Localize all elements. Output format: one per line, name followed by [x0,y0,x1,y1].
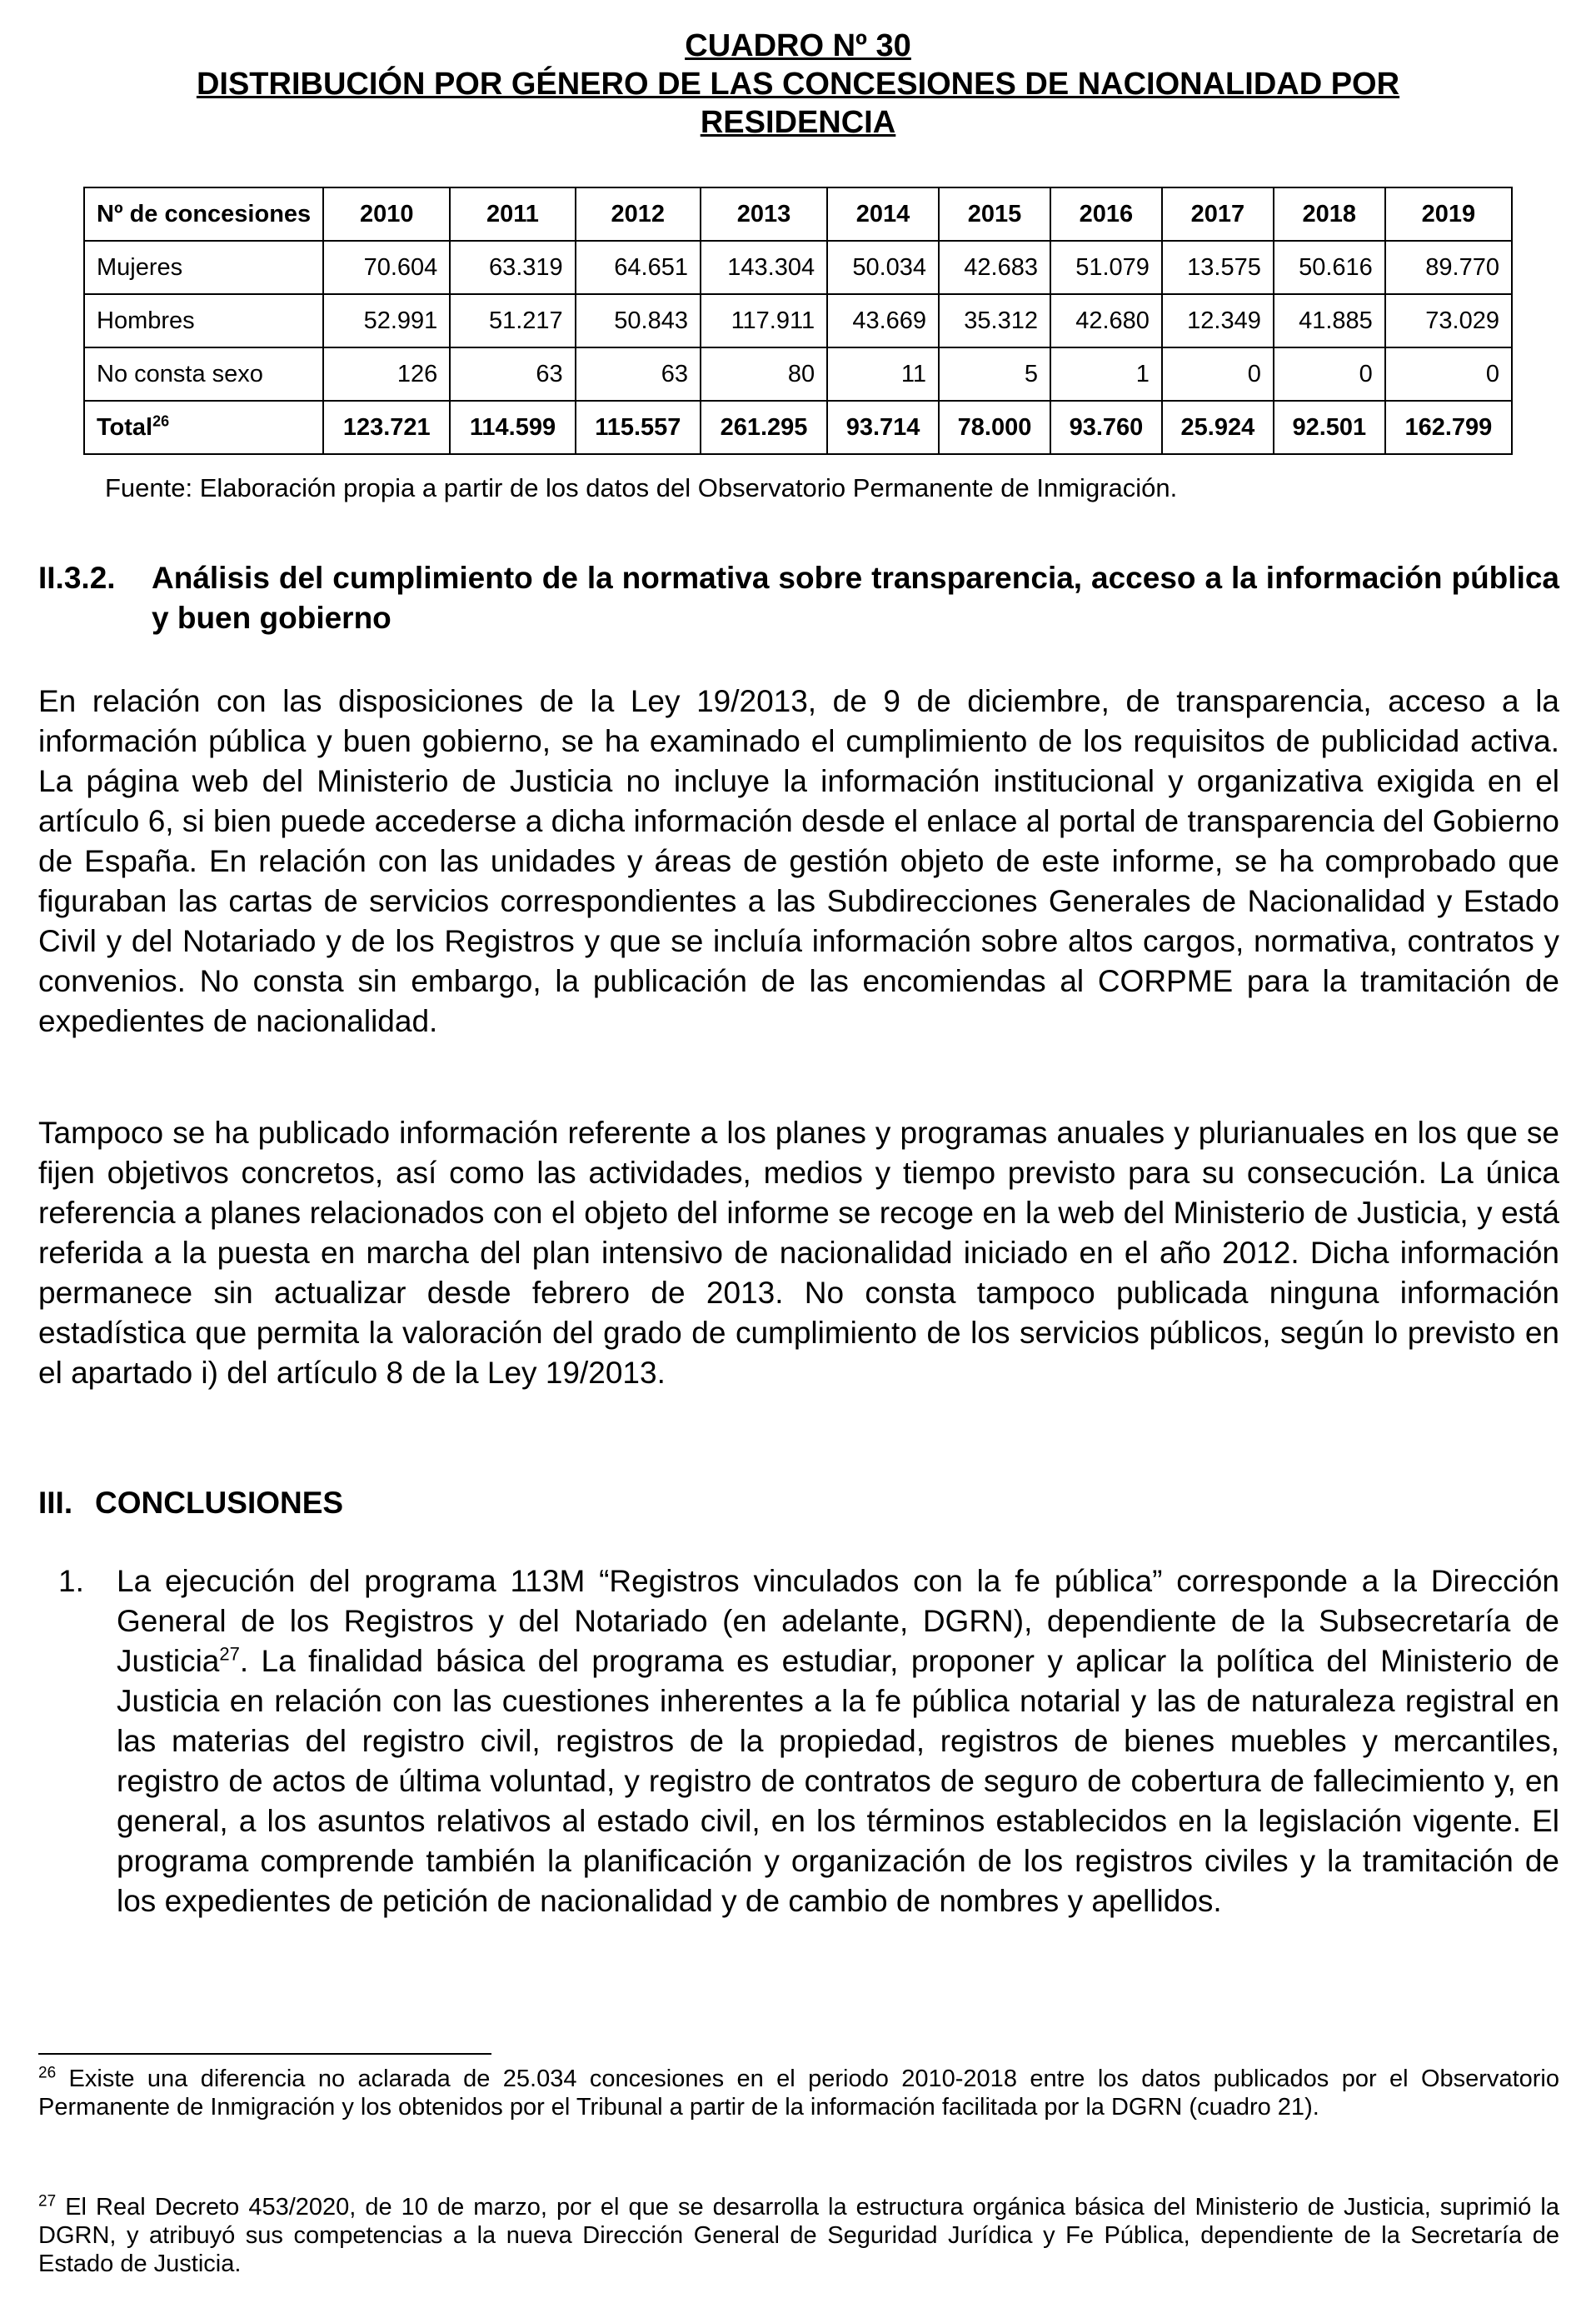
title-line-2: DISTRIBUCIÓN POR GÉNERO DE LAS CONCESIONES DE NACIONALIDAD POR [196,67,1400,102]
section-heading [38,558,1559,638]
table-cell: 123.721 [323,401,450,454]
table-cell: 114.599 [450,401,575,454]
column-header-year: 2017 [1162,187,1274,241]
table-cell: 89.770 [1385,241,1512,294]
column-header-label: Nº de concesiones [84,187,323,241]
row-label: No consta sexo [84,347,323,401]
table-cell: 50.616 [1274,241,1385,294]
table-cell: 43.669 [827,294,939,347]
table-cell: 51.079 [1050,241,1162,294]
footnote-mark: 27 [38,2192,57,2211]
table-title [83,27,1513,142]
table-row-mujeres [84,241,1512,294]
table-cell: 63 [576,347,701,401]
section-title: Análisis del cumplimiento de la normativa sobre transparencia, acceso a la información pública y buen gobierno [152,561,1559,635]
table-cell: 13.575 [1162,241,1274,294]
list-item [58,1561,1559,1921]
table-cell: 0 [1162,347,1274,401]
table-cell: 12.349 [1162,294,1274,347]
list-text-part: . La finalidad básica del programa es estudiar, proponer y aplicar la política del Ministerio de Justicia en relación con las cuestiones inherentes a la fe pública notarial y las de naturaleza registral en las materias del registro civil, registros de la propiedad, registros de bienes muebles y mercantiles, registro de actos de última voluntad, y registro de contratos de seguro de cobertura de fallecimiento y, en general, a los asuntos relativos al estado civil, en los términos establecidos en la legislación vigente. El programa comprende también la planificación y organización de los registros civiles y la tramitación de los expedientes de petición de nacionalidad y de cambio de nombres y apellidos. [117,1644,1559,1918]
table-header-row [84,187,1512,241]
table-cell: 50.843 [576,294,701,347]
table-cell: 5 [939,347,1050,401]
table-row-hombres [84,294,1512,347]
column-header-year: 2016 [1050,187,1162,241]
table-cell: 35.312 [939,294,1050,347]
footnote-27 [38,2193,1559,2278]
table-cell: 1 [1050,347,1162,401]
table-cell: 51.217 [450,294,575,347]
row-label-total [84,401,323,454]
table-cell: 70.604 [323,241,450,294]
table-cell: 143.304 [701,241,827,294]
concessions-table [83,187,1513,455]
list-text-part: La ejecución del programa 113M “Registros vinculados con la fe pública” corresponde a la Dirección General de los Registros y del Notariado (en adelante, DGRN), dependiente de la Subsecretaría de Justicia [117,1564,1559,1678]
table-cell: 93.760 [1050,401,1162,454]
title-line-1: CUADRO Nº 30 [685,28,911,63]
table-cell: 115.557 [576,401,701,454]
table-cell: 117.911 [701,294,827,347]
total-label: Total [97,413,153,441]
conclusions-title: CONCLUSIONES [95,1486,344,1520]
list-marker: 1. [58,1564,84,1598]
footnote-ref-26[interactable]: 26 [152,412,170,429]
column-header-year: 2015 [939,187,1050,241]
footnote-text: Existe una diferencia no aclarada de 25.034 concesiones en el periodo 2010-2018 entre los datos publicados por el Observatorio Permanente de Inmigración y los obtenidos por el Tribunal a partir de la información facilitada por la DGRN (cuadro 21). [38,2066,1559,2121]
column-header-year: 2018 [1274,187,1385,241]
table-row-total [84,401,1512,454]
footnote-mark: 26 [38,2064,57,2082]
table-cell: 63.319 [450,241,575,294]
footnote-26 [38,2065,1559,2121]
table-cell: 50.034 [827,241,939,294]
table-source: Fuente: Elaboración propia a partir de los datos del Observatorio Permanente de Inmigración. [105,473,1178,502]
table-cell: 92.501 [1274,401,1385,454]
table-cell: 126 [323,347,450,401]
column-header-year: 2013 [701,187,827,241]
paragraph: En relación con las disposiciones de la Ley 19/2013, de 9 de diciembre, de transparencia, acceso a la información pública y buen gobierno, se ha examinado el cumplimiento de los requisitos de publicidad activa. La página web del Ministerio de Justicia no incluye la información institucional y organizativa exigida en el artículo 6, si bien puede accederse a dicha información desde el enlace al portal de transparencia del Gobierno de España. En relación con las unidades y áreas de gestión objeto de este informe, se ha comprobado que figuraban las cartas de servicios correspondientes a las Subdirecciones Generales de Nacionalidad y Estado Civil y del Notariado y de los Registros y que se incluía información sobre altos cargos, normativa, contratos y convenios. No consta sin embargo, la publicación de las encomiendas al CORPME para la tramitación de expedientes de nacionalidad. [38,684,1559,1038]
table-cell: 0 [1385,347,1512,401]
table-cell: 93.714 [827,401,939,454]
table-row-no-consta [84,347,1512,401]
title-line-3: RESIDENCIA [700,105,896,140]
table-cell: 41.885 [1274,294,1385,347]
column-header-year: 2011 [450,187,575,241]
table-cell: 64.651 [576,241,701,294]
conclusions-heading [38,1483,343,1523]
table-cell: 73.029 [1385,294,1512,347]
table-cell: 261.295 [701,401,827,454]
table-cell: 42.680 [1050,294,1162,347]
paragraph: Tampoco se ha publicado información referente a los planes y programas anuales y plurianuales en los que se fijen objetivos concretos, así como las actividades, medios y tiempo previsto para su consecución. La única referencia a planes relacionados con el objeto del informe se recoge en la web del Ministerio de Justicia, y está referida a la puesta en marcha del plan intensivo de nacionalidad iniciado en el año 2012. Dicha información permanece sin actualizar desde febrero de 2013. No consta tampoco publicada ninguna información estadística que permita la valoración del grado de cumplimiento de los servicios públicos, según lo previsto en el apartado i) del artículo 8 de la Ley 19/2013. [38,1116,1559,1390]
row-label: Mujeres [84,241,323,294]
table-cell: 25.924 [1162,401,1274,454]
conclusions-number: III. [38,1486,73,1520]
column-header-year: 2014 [827,187,939,241]
table-cell: 52.991 [323,294,450,347]
column-header-year: 2012 [576,187,701,241]
column-header-year: 2019 [1385,187,1512,241]
footnote-ref-27[interactable]: 27 [219,1643,240,1665]
list-item-text [117,1561,1559,1921]
table-cell: 11 [827,347,939,401]
section-number: II.3.2. [38,561,116,595]
footnote-divider [38,2053,491,2055]
column-header-year: 2010 [323,187,450,241]
table-cell: 63 [450,347,575,401]
table-cell: 0 [1274,347,1385,401]
table-cell: 42.683 [939,241,1050,294]
table-cell: 78.000 [939,401,1050,454]
table-cell: 80 [701,347,827,401]
footnote-text: El Real Decreto 453/2020, de 10 de marzo, por el que se desarrolla la estructura orgánica básica del Ministerio de Justicia, suprimió la DGRN, y atribuyó sus competencias a la nueva Dirección General de Seguridad Jurídica y Fe Pública, dependiente de la Secretaría de Estado de Justicia. [38,2194,1559,2277]
row-label: Hombres [84,294,323,347]
table-cell: 162.799 [1385,401,1512,454]
